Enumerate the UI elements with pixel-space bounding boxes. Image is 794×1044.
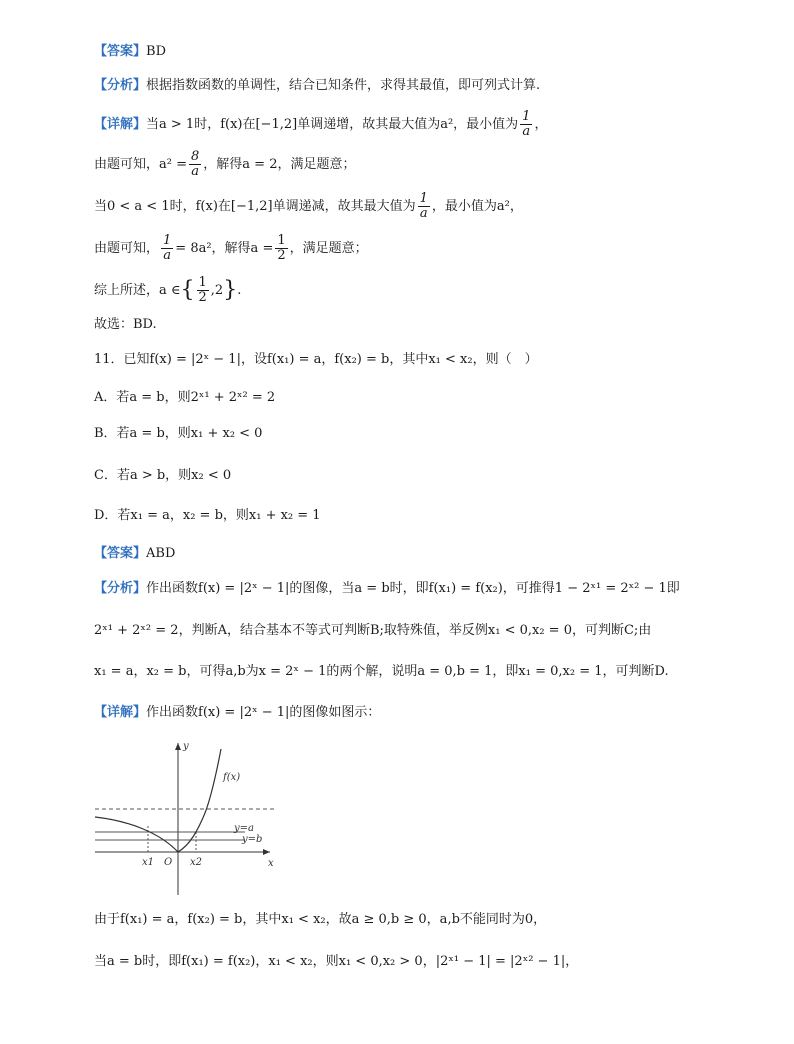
detail1-text-1a: 当a > 1时，f(x)在[−1,2]单调递增，故其最大值为a²，最小值为	[146, 117, 519, 132]
function-graph	[90, 735, 280, 900]
detail1-line-6	[94, 315, 157, 335]
detail1-line-2	[94, 150, 355, 179]
detail1-text-2b: ，解得a = 2，满足题意；	[203, 157, 356, 172]
detail2-text-1: 作出函数f(x) = |2ˣ − 1|的图像如图示：	[146, 705, 381, 720]
close-brace: }	[223, 277, 238, 303]
answer-text: BD	[146, 44, 166, 59]
label-x: x	[268, 858, 274, 869]
frac-num: 8	[191, 149, 200, 164]
label-fx: f(x)	[223, 772, 241, 783]
fraction-8-over-a	[189, 150, 201, 179]
detail2-text-2: 由于f(x₁) = a，f(x₂) = b，其中x₁ < x₂，故a ≥ 0,b ≥ 0，a,b不能同时为0，	[94, 912, 547, 927]
detail1-line-3	[94, 192, 523, 221]
analysis-text: 根据指数函数的单调性，结合已知条件，求得其最值，即可列式计算.	[146, 78, 541, 93]
detail1-line-5	[94, 276, 241, 305]
frac-num: 1	[163, 233, 172, 248]
label-x1: x1	[142, 857, 155, 868]
fraction-1-over-a	[520, 110, 532, 139]
option-c	[94, 466, 231, 486]
frac-den: 2	[198, 290, 207, 305]
option-a-text: A．若a = b，则2ˣ¹ + 2ˣ² = 2	[94, 390, 276, 405]
open-brace: {	[180, 277, 195, 303]
analysis2-text-2: 2ˣ¹ + 2ˣ² = 2，判断A，结合基本不等式可判断B;取特殊值，举反例x₁ < 0,x₂ = 0，可判断C;由	[94, 623, 652, 638]
option-d-text: D．若x₁ = a，x₂ = b，则x₁ + x₂ = 1	[94, 508, 321, 523]
analysis-line-2	[94, 579, 680, 599]
detail1-text-5b: ,2	[210, 283, 224, 298]
analysis2-text-1: 作出函数f(x) = |2ˣ − 1|的图像，当a = b时，即f(x₁) = f(x₂)，可推得1 − 2ˣ¹ = 2ˣ² − 1即	[146, 581, 680, 596]
detail1-text-1b: ，	[534, 117, 548, 132]
detail1-text-2a: 由题可知，a² =	[94, 157, 187, 172]
detail-tag: 【详解】	[94, 117, 147, 132]
option-a	[94, 388, 275, 408]
frac-num: 1	[198, 275, 207, 290]
frac-num: 1	[277, 233, 286, 248]
detail2-line-1	[94, 703, 380, 723]
fraction-1-over-2	[197, 276, 209, 305]
detail-tag: 【详解】	[94, 705, 147, 720]
answer-text: ABD	[146, 546, 176, 561]
label-y: y	[183, 741, 189, 752]
frac-den: a	[191, 164, 200, 179]
answer-tag: 【答案】	[94, 546, 147, 561]
fraction-1-over-a	[418, 192, 430, 221]
detail1-text-5a: 综上所述，a ∈	[94, 283, 181, 298]
analysis2-text-3: x₁ = a，x₂ = b，可得a,b为x = 2ˣ − 1的两个解，说明a = 0,b = 1，即x₁ = 0,x₂ = 1，可判断D.	[94, 664, 669, 679]
option-b-text: B．若a = b，则x₁ + x₂ < 0	[94, 426, 263, 441]
analysis2-line-2	[94, 621, 651, 641]
detail1-line-4	[94, 234, 368, 263]
curve-f	[95, 749, 221, 852]
label-x2: x2	[190, 857, 203, 868]
detail1-text-4b: = 8a²，解得a =	[175, 241, 274, 256]
analysis-tag: 【分析】	[94, 78, 147, 93]
analysis-line-1	[94, 76, 540, 96]
detail2-text-3: 当a = b时，即f(x₁) = f(x₂)，x₁ < x₂，则x₁ < 0,x₂ > 0，|2ˣ¹ − 1| = |2ˣ² − 1|，	[94, 954, 579, 969]
label-yb: y=b	[242, 834, 263, 845]
frac-den: a	[163, 248, 172, 263]
label-ya: y=a	[234, 823, 254, 834]
detail2-line-3	[94, 952, 578, 972]
analysis-tag: 【分析】	[94, 581, 147, 596]
answer-tag: 【答案】	[94, 44, 147, 59]
fraction-1-over-a	[161, 234, 173, 263]
analysis2-line-3	[94, 662, 669, 682]
frac-den: a	[522, 124, 531, 139]
detail1-line-1	[94, 110, 547, 139]
frac-den: a	[419, 206, 428, 221]
frac-num: 1	[522, 109, 531, 124]
question-stem	[94, 350, 538, 370]
frac-num: 1	[419, 191, 428, 206]
detail2-line-2	[94, 910, 546, 930]
fraction-1-over-2	[275, 234, 287, 263]
y-axis-arrow	[175, 743, 181, 750]
detail1-text-4c: ，满足题意；	[289, 241, 368, 256]
option-d	[94, 506, 321, 526]
detail1-text-6: 故选：BD.	[94, 317, 157, 332]
answer-line-1	[94, 42, 166, 62]
detail1-text-3a: 当0 < a < 1时，f(x)在[−1,2]单调递减，故其最大值为	[94, 199, 416, 214]
option-b	[94, 424, 262, 444]
option-c-text: C．若a > b，则x₂ < 0	[94, 468, 232, 483]
frac-den: 2	[277, 248, 286, 263]
answer-line-2	[94, 544, 175, 564]
detail1-text-5c: .	[237, 283, 242, 298]
detail1-text-3b: ，最小值为a²，	[431, 199, 523, 214]
label-origin: O	[164, 857, 173, 868]
x-axis-arrow	[263, 849, 270, 855]
question-stem-text: 11．已知f(x) = |2ˣ − 1|，设f(x₁) = a，f(x₂) = b，其中x₁ < x₂，则（ ）	[94, 352, 538, 367]
detail1-text-4a: 由题可知，	[94, 241, 160, 256]
